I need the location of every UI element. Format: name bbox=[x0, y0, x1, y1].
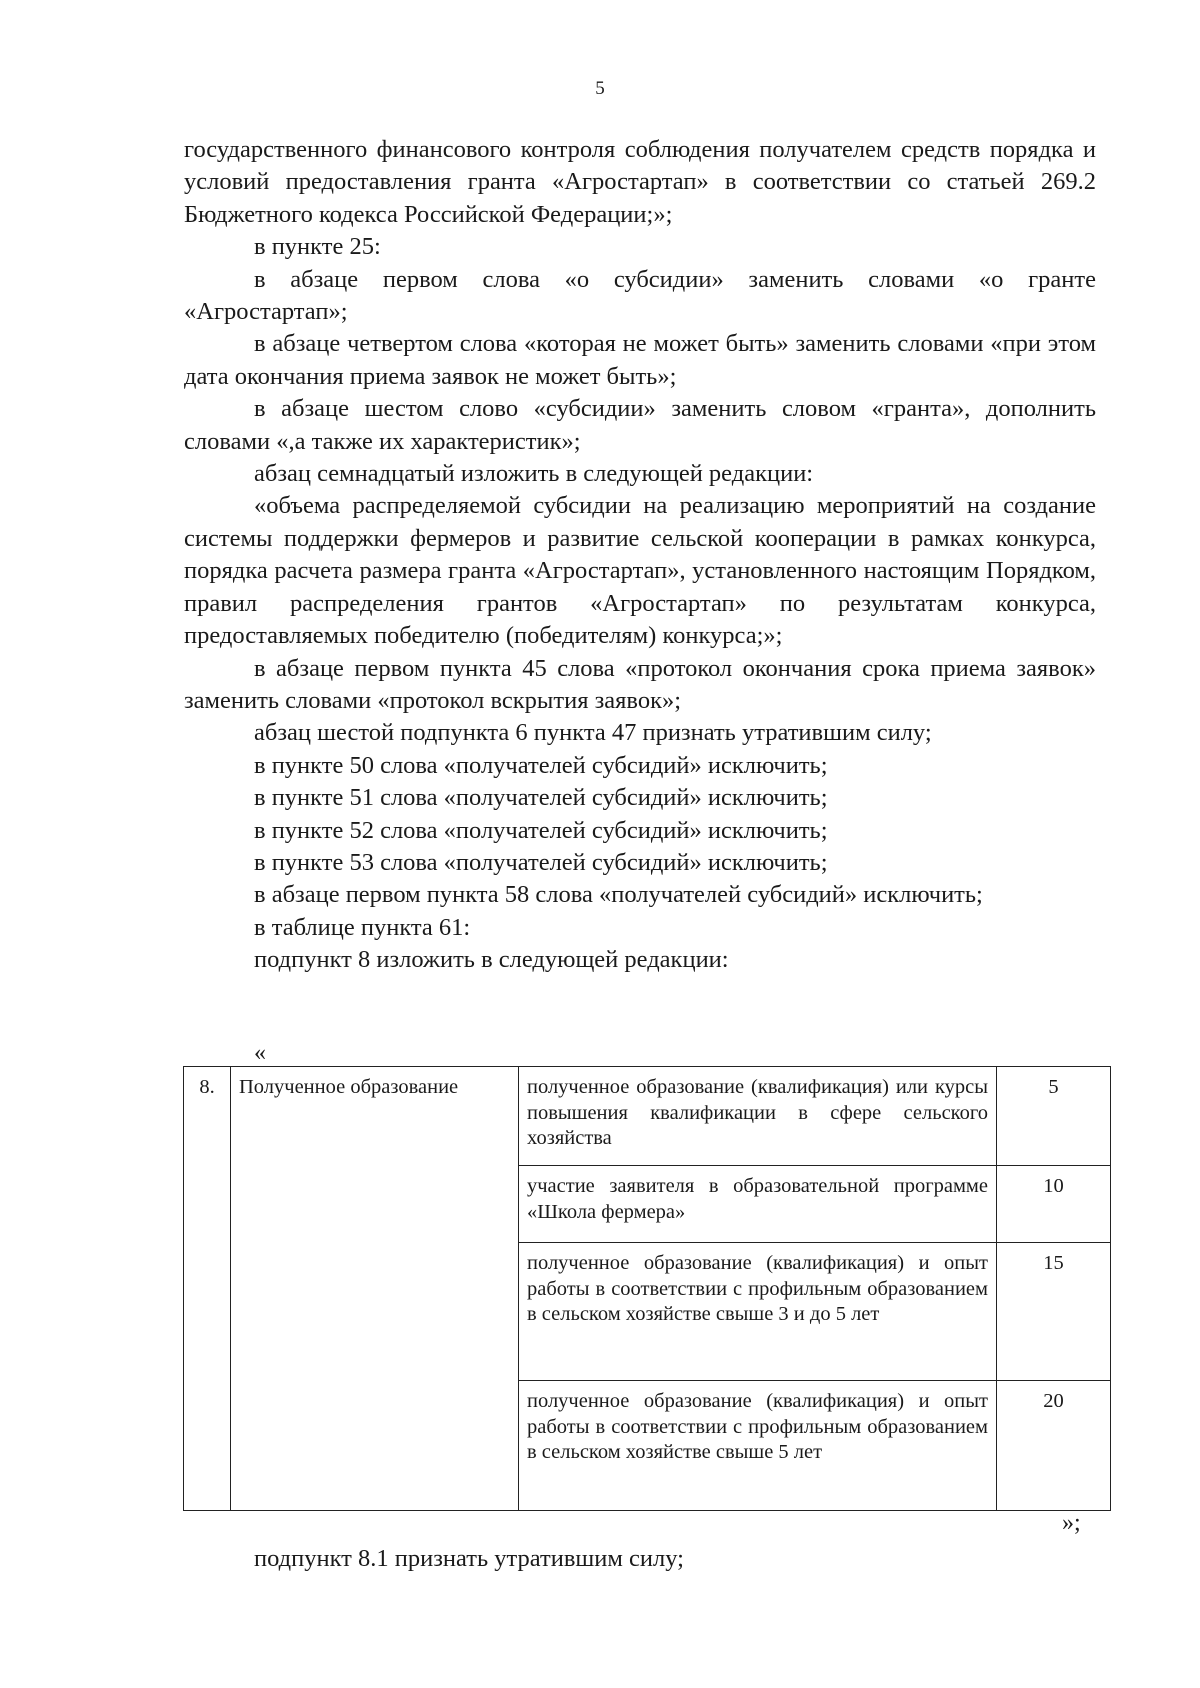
paragraph: подпункт 8 изложить в следующей редакции: bbox=[254, 946, 729, 974]
criterion-number: 8. bbox=[184, 1067, 231, 1511]
paragraph: в пункте 25: bbox=[254, 233, 381, 261]
paragraph: в абзаце четвертом слова «которая не может быть» заменить словами «при этом дата окончания приема заявок не может быть»; bbox=[184, 330, 1096, 390]
paragraph: в таблице пункта 61: bbox=[254, 913, 471, 941]
criteria-table bbox=[183, 1066, 1111, 1511]
paragraph: в абзаце первом пункта 58 слова «получателей субсидий» исключить; bbox=[254, 881, 983, 909]
paragraph: в абзаце первом слова «о субсидии» заменить словами «о гранте «Агростартап»; bbox=[184, 265, 1096, 326]
criterion-description: полученное образование (квалификация) и опыт работы в соответствии с профильным образованием в сельском хозяйстве свыше 3 и до 5 лет bbox=[519, 1243, 997, 1381]
page-number: 5 bbox=[595, 78, 605, 99]
paragraph: в пункте 50 слова «получателей субсидий» исключить; bbox=[254, 751, 828, 779]
paragraph: государственного финансового контроля соблюдения получателем средств порядка и условий предоставления гранта «Агростартап» в соответствии со статьей 269.2 Бюджетного кодекса Российской Федерации;»; bbox=[184, 136, 1096, 228]
body-text bbox=[184, 134, 1096, 977]
criterion-score: 5 bbox=[997, 1067, 1111, 1166]
criterion-score: 15 bbox=[997, 1243, 1111, 1381]
paragraph: абзац семнадцатый изложить в следующей редакции: bbox=[254, 460, 814, 488]
criterion-name: Полученное образование bbox=[231, 1067, 519, 1511]
close-quote: »; bbox=[1062, 1510, 1081, 1536]
table-row bbox=[184, 1067, 1111, 1166]
paragraph: в абзаце шестом слово «субсидии» заменить словом «гранта», дополнить словами «,а также их характеристик»; bbox=[184, 395, 1096, 455]
paragraph: в пункте 51 слова «получателей субсидий» исключить; bbox=[254, 784, 828, 812]
paragraph: в пункте 52 слова «получателей субсидий» исключить; bbox=[254, 816, 828, 844]
paragraph: в пункте 53 слова «получателей субсидий» исключить; bbox=[254, 848, 828, 876]
criterion-score: 20 bbox=[997, 1381, 1111, 1511]
open-quote: « bbox=[254, 1040, 266, 1066]
paragraph: в абзаце первом пункта 45 слова «протокол окончания срока приема заявок» заменить словами «протокол вскрытия заявок»; bbox=[184, 654, 1096, 714]
criterion-description: участие заявителя в образовательной программе «Школа фермера» bbox=[519, 1166, 997, 1243]
criterion-description: полученное образование (квалификация) и опыт работы в соответствии с профильным образованием в сельском хозяйстве свыше 5 лет bbox=[519, 1381, 997, 1511]
criterion-score: 10 bbox=[997, 1166, 1111, 1243]
final-line: подпункт 8.1 признать утратившим силу; bbox=[254, 1545, 684, 1572]
paragraph: абзац шестой подпункта 6 пункта 47 признать утратившим силу; bbox=[254, 719, 932, 747]
paragraph: «объема распределяемой субсидии на реализацию мероприятий на создание системы поддержки фермеров и развитие сельской кооперации в рамках конкурса, порядка расчета размера гранта «Агростартап», установленного настоящим Порядком, правил распределения грантов «Агростартап» по результатам конкурса, предоставляемых победителю (победителям) конкурса;»; bbox=[184, 492, 1096, 650]
criterion-description: полученное образование (квалификация) или курсы повышения квалификации в сфере сельского хозяйства bbox=[519, 1067, 997, 1166]
